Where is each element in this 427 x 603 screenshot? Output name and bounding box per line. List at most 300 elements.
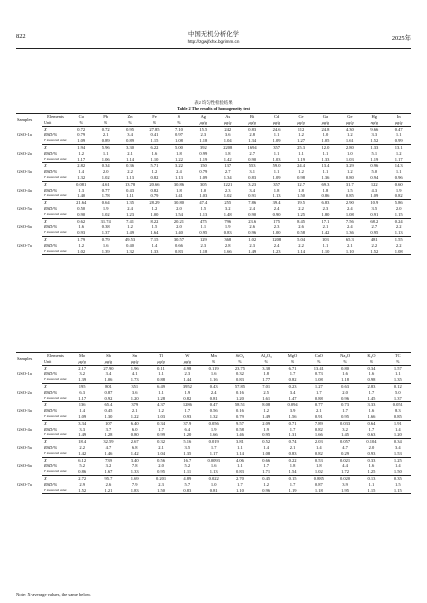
table-cell: 1.28 [148, 396, 174, 402]
table-cell: 2.4 [273, 242, 280, 248]
table-cell: 0.89 [93, 138, 117, 144]
table-cell: 0.90 [240, 212, 264, 218]
table-cell: 0.64 [101, 200, 110, 206]
table-cell: 0.95 [126, 126, 134, 132]
stat-label: X [44, 218, 47, 224]
table-cell: 1.1 [322, 169, 329, 175]
homogeneity-table-part-2 [16, 352, 411, 494]
table-cell: 3.1 [249, 169, 255, 175]
table-cell: 1.7 [342, 408, 348, 414]
element-header: Cd [264, 114, 288, 120]
table-cell: 1.02 [306, 469, 332, 475]
stat-label: F measured value [42, 157, 69, 163]
table-cell: 1.02 [93, 175, 117, 181]
table-cell: 0.83 [216, 230, 240, 236]
table-cell: 1.17 [69, 157, 93, 163]
table-cell: 24.6 [272, 126, 281, 132]
stat-label: F measured value [42, 212, 69, 218]
table-cell: 1694 [247, 144, 257, 150]
table-cell: 0.32 [235, 371, 244, 377]
table-cell: 2.4 [127, 205, 133, 211]
table-cell: 1.49 [118, 230, 142, 236]
table-cell: 1.37 [385, 396, 411, 402]
table-cell: 7.89 [314, 420, 323, 426]
table-cell: 2.3 [184, 371, 191, 377]
table-cell: 1.55 [394, 236, 403, 242]
table-cell: 1.19 [289, 157, 313, 163]
table-cell: 1.08 [306, 377, 332, 383]
table-cell: 379 [131, 402, 139, 408]
table-cell: 1.8 [224, 150, 231, 156]
table-cell: 3.6 [224, 132, 231, 138]
table-cell: 1.49 [240, 249, 264, 255]
table-cell: 4.89 [183, 475, 192, 481]
table-cell: 2.4 [176, 169, 182, 175]
table-cell: 0.95 [332, 414, 358, 420]
table-cell: 2.70 [235, 475, 244, 481]
table-cell: 2.3 [224, 187, 231, 193]
table-cell: 1.10 [313, 249, 337, 255]
unit-cell: μg/g [338, 120, 362, 126]
table-cell: 0.82 [386, 193, 411, 199]
table-cell: 3.2 [79, 371, 85, 377]
stat-label: F measured value [42, 249, 69, 255]
table-cell: 2.6 [249, 224, 255, 230]
table-cell: 1.02 [216, 193, 240, 199]
table-cell: 3.4 [394, 444, 401, 450]
table-cell: 2.1 [316, 408, 322, 414]
table-cell: 1.50 [289, 193, 313, 199]
table-cell: 0.83 [248, 126, 257, 132]
table-cell: 2.3 [158, 481, 164, 487]
table-cell: 0.96 [370, 163, 379, 169]
table-cell: 8.3 [394, 408, 401, 414]
table-cell: 0.36 [126, 163, 134, 169]
table-cell: 0.35 [393, 475, 402, 481]
table-cell: 3.38 [262, 365, 271, 371]
table-cell: 5.0 [394, 389, 401, 395]
table-cell: 2.4 [347, 205, 353, 211]
table-cell: 3.4 [127, 132, 133, 138]
table-cell: 1.2 [78, 150, 85, 156]
table-cell: 0.13 [367, 475, 376, 481]
table-cell: 31.74 [100, 218, 111, 224]
table-cell: 1.69 [130, 475, 139, 481]
table-cell: 13.1 [394, 144, 403, 150]
table-cell: 1.03 [264, 157, 288, 163]
element-header: Ag [191, 114, 215, 120]
table-cell: 3.30 [126, 144, 134, 150]
stat-label: RSD/% [44, 169, 58, 175]
table-cell: 0.23 [288, 383, 297, 389]
table-cell: 0.92 [95, 396, 121, 402]
sample-name: GSO-6a [17, 224, 32, 230]
table-cell: 1.10 [227, 488, 253, 494]
samples-header: Samples [16, 114, 42, 127]
table-cell: 242 [224, 126, 232, 132]
table-cell: 1286 [182, 402, 192, 408]
table-cell: 4.4 [342, 463, 348, 469]
table-cell: 0.34 [157, 420, 165, 426]
element-header: Ce [289, 114, 313, 120]
stat-label: X [44, 200, 47, 206]
stat-label: RSD/% [44, 481, 58, 487]
table-cell: 0.85 [385, 414, 411, 420]
table-cell: 1.03 [148, 414, 174, 420]
table-cell: 0.71 [288, 420, 297, 426]
table-cell: 0.88 [306, 396, 332, 402]
table-cell: 4.7 [342, 444, 348, 450]
unit-cell: μg/g [191, 120, 215, 126]
table-cell: 1.35 [126, 200, 134, 206]
table-cell: 1.57 [393, 365, 402, 371]
table-cell: 1.2 [78, 242, 85, 248]
table-cell: 1.32 [69, 175, 93, 181]
table-cell: 10.9 [370, 200, 379, 206]
table-cell: 21.64 [76, 200, 87, 206]
table-cell: 2.8 [249, 132, 255, 138]
table-cell: 1.48 [216, 212, 240, 218]
table-cell: 1.42 [216, 157, 240, 163]
table-cell: 1.09 [264, 175, 288, 181]
element-header: Bi [240, 114, 264, 120]
table-cell: 2.3 [200, 242, 207, 248]
stat-label: RSD/% [44, 132, 58, 138]
unit-cell: % [167, 120, 191, 126]
sample-name: GSO-5a [17, 444, 32, 450]
table-cell: 1.6 [342, 371, 348, 377]
stat-label: X [44, 365, 47, 371]
table-cell: 1.1 [158, 389, 164, 395]
table-cell: 0.051 [392, 402, 403, 408]
table-cell: 1.9 [210, 426, 217, 432]
table-cell: 1.5 [347, 187, 353, 193]
table-cell: 12.0 [321, 144, 330, 150]
table-cell: 1.40 [167, 230, 191, 236]
element-header: Al₂O₃ [253, 353, 279, 359]
table-cell: 17.1 [321, 218, 330, 224]
table-cell: 0.83 [279, 451, 305, 457]
table-cell: 1.47 [279, 396, 305, 402]
unit-cell: ng/g [362, 120, 386, 126]
table-cell: 0.73 [341, 402, 350, 408]
table-cell: 1.09 [362, 193, 386, 199]
table-cell: 1.8 [298, 187, 304, 193]
unit-header: Unit [42, 120, 69, 126]
unit-cell: μg/g [95, 359, 121, 365]
table-cell: 1.2 [395, 150, 402, 156]
table-cell: 1.1 [298, 150, 304, 156]
table-cell: 1.02 [69, 249, 93, 255]
table-cell: 1.8 [263, 371, 270, 377]
element-header: S [167, 114, 191, 120]
table-cell: 137 [224, 163, 232, 169]
table-cell: 0.64 [367, 420, 376, 426]
table-cell: 57.85 [234, 383, 245, 389]
table-cell: 0.11 [157, 365, 165, 371]
table-cell: 0.96 [240, 230, 264, 236]
table-cell: 1.0 [347, 150, 353, 156]
table-cell: 1.61 [253, 396, 279, 402]
table-cell: 1.45 [358, 396, 384, 402]
table-cell: 7.8 [131, 463, 138, 469]
table-cell: 2.2 [127, 169, 133, 175]
table-cell: 481 [370, 236, 378, 242]
table-cell: 1.79 [77, 236, 86, 242]
table-cell: 1.7 [158, 426, 164, 432]
table-cell: 2.3 [200, 132, 207, 138]
table-cell: 1.4 [78, 169, 85, 175]
table-cell: 1.11 [118, 193, 142, 199]
sample-name: GSO-4a [17, 187, 32, 193]
table-cell: 4.3 [371, 187, 378, 193]
table-cell: 5.96 [101, 144, 110, 150]
table-cell: 1.23 [118, 212, 142, 218]
table-cell: 1.2 [263, 481, 270, 487]
table-cell: 0.95 [191, 230, 215, 236]
element-header: K₂O [358, 353, 384, 359]
table-cell: 1.0 [210, 481, 217, 487]
stat-label: RSD/% [44, 389, 58, 395]
table-cell: 5.0 [371, 169, 378, 175]
table-cell: 1.96 [130, 365, 139, 371]
table-cell: 1.52 [69, 488, 95, 494]
table-cell: 0.58 [235, 426, 244, 432]
table-cell: 8.22 [150, 218, 159, 224]
table-cell: 1.66 [200, 432, 226, 438]
table-cell: 0.119 [208, 365, 219, 371]
table-cell: 1.6 [210, 463, 217, 469]
table-cell: 1.78 [93, 193, 117, 199]
sample-name: GSO-3a [17, 169, 32, 175]
table-cell: 23.75 [234, 365, 245, 371]
table-cell: 2.1 [102, 132, 109, 138]
table-cell: 0.47 [209, 402, 218, 408]
journal-title-block [0, 32, 427, 45]
table-cell: 0.98 [289, 175, 313, 181]
table-cell: 1.91 [393, 420, 402, 426]
table-cell: 1.1 [102, 150, 109, 156]
table-cell: 1.25 [393, 457, 402, 463]
table-row [16, 249, 411, 255]
table-cell: 13.78 [124, 181, 136, 187]
element-header: Tl [148, 353, 174, 359]
table-cell: 1.13 [386, 230, 411, 236]
table-cell: 0.73 [314, 371, 323, 377]
table-cell: 1.7 [289, 481, 296, 487]
table-cell: 1.6 [368, 408, 375, 414]
table-cell: 1.0 [322, 132, 329, 138]
table-cell: 3.6 [131, 389, 138, 395]
table-cell: 1.33 [122, 469, 148, 475]
table-cell: 1.05 [313, 138, 337, 144]
table-cell: 0.41 [150, 132, 159, 138]
table-cell: 107 [105, 420, 112, 426]
table-cell: 27.85 [149, 126, 160, 132]
table-cell: 0.22 [288, 457, 297, 463]
table-cell: 0.43 [126, 187, 134, 193]
element-header: Pb [93, 114, 117, 120]
table-cell: 1.25 [289, 212, 313, 218]
table-cell: 0.29 [332, 451, 358, 457]
table-cell: 3.7 [105, 426, 112, 432]
table-cell: 1.61 [338, 138, 362, 144]
table-cell: 1.42 [313, 230, 337, 236]
table-cell: 1.2 [298, 132, 304, 138]
element-header: SiO₂ [227, 353, 253, 359]
table-cell: 2.0 [158, 463, 164, 469]
table-cell: 7.9 [131, 481, 138, 487]
table-cell: 1.52 [362, 138, 386, 144]
table-cell: 1.19 [279, 488, 305, 494]
table-cell: 0.96 [386, 175, 411, 181]
table-cell: 58.51 [234, 402, 245, 408]
table-cell: 0.89 [118, 138, 142, 144]
table-cell: 1.18 [191, 138, 215, 144]
table-cell: 0.34 [393, 439, 402, 445]
table-cell: 1.7 [316, 389, 322, 395]
table-cell: 4.98 [183, 365, 192, 371]
table-cell: 9.66 [370, 126, 379, 132]
table-cell: 1.4 [151, 242, 158, 248]
table-cell: 351 [131, 383, 139, 389]
table-cell: 0.38 [101, 224, 110, 230]
header-rule [16, 48, 411, 49]
stat-label: F measured value [42, 451, 69, 457]
table-cell: 1.08 [167, 138, 191, 144]
table-cell: 30.57 [173, 236, 184, 242]
table-cell: 1.14 [227, 451, 253, 457]
table-cell: 6.22 [150, 144, 159, 150]
table-cell: 0.021 [340, 457, 351, 463]
table-cell: 1.32 [200, 414, 226, 420]
table-cell: 1.2 [298, 169, 304, 175]
table-cell: 30.86 [173, 181, 184, 187]
table-cell: 1.14 [289, 249, 313, 255]
table-cell: 1.35 [174, 451, 200, 457]
table-cell: 0.056 [208, 420, 219, 426]
stat-label: F measured value [42, 396, 69, 402]
unit-cell: μg/g [289, 120, 313, 126]
table-cell: 3.2 [105, 463, 112, 469]
element-header: Sn [122, 353, 148, 359]
stat-label: RSD/% [44, 205, 58, 211]
table-cell: 1.15 [385, 488, 411, 494]
table-cell: 1.6 [210, 371, 217, 377]
table-cell: 1.13 [191, 212, 215, 218]
table-cell: 0.82 [142, 175, 166, 181]
table-cell: 1.17 [386, 157, 411, 163]
table-cell: 1.6 [151, 150, 158, 156]
table-cell: 1.39 [93, 249, 117, 255]
table-cell: 1.2 [151, 205, 158, 211]
table-cell: 59.0 [272, 163, 281, 169]
table-cell: 1.35 [385, 377, 411, 383]
table-cell: 69.3 [321, 181, 330, 187]
table-cell: 0.99 [148, 432, 174, 438]
table-cell: 3952 [182, 383, 192, 389]
table-cell: 5.2 [184, 463, 191, 469]
table-cell: 1.8 [176, 150, 182, 156]
stat-label: F measured value [42, 488, 69, 494]
table-cell: 1.25 [358, 469, 384, 475]
table-cell: 7.56 [345, 218, 354, 224]
table-cell: 0.97 [174, 132, 183, 138]
table-cell: 175 [273, 218, 280, 224]
stat-label: F measured value [42, 414, 69, 420]
table-cell: 1.08 [338, 212, 362, 218]
table-cell: 553 [248, 163, 256, 169]
table-cell: 2.1 [158, 444, 164, 450]
table-cell: 1.50 [385, 469, 411, 475]
table-cell: 2.2 [79, 444, 85, 450]
table-cell: 2.2 [298, 242, 304, 248]
table-cell: 0.93 [358, 451, 384, 457]
table-cell: 13.4 [321, 163, 330, 169]
table-cell: 3.22 [174, 163, 183, 169]
table-cell: 392 [199, 144, 207, 150]
elements-header: Elements [42, 353, 69, 359]
table-cell: 0.77 [314, 402, 323, 408]
table-cell: 4.1 [131, 371, 138, 377]
table-cell: 6.71 [288, 365, 297, 371]
table-cell: 1.15 [142, 138, 166, 144]
table-cell: 1.21 [95, 488, 121, 494]
table-cell: 1.42 [69, 451, 95, 457]
table-cell: 195 [78, 383, 86, 389]
table-cell: 1.20 [385, 432, 411, 438]
table-cell: 0.82 [279, 377, 305, 383]
element-header: Sb [95, 353, 121, 359]
stat-label: RSD/% [44, 242, 58, 248]
table-cell: 0.80 [338, 175, 362, 181]
table-cell: 18.4 [78, 439, 87, 445]
table-row [16, 488, 411, 494]
element-header: Mo [69, 353, 95, 359]
table-cell: 13.41 [313, 365, 324, 371]
table-cell: 0.85 [338, 193, 362, 199]
table-cell: 5.16 [183, 439, 192, 445]
table-cell: 1208 [272, 236, 282, 242]
table-cell: 0.79 [77, 132, 86, 138]
table-cell: 1.36 [313, 175, 337, 181]
table-cell: 1.7 [368, 389, 375, 395]
table-cell: 1.5 [394, 481, 401, 487]
table-cell: 368 [224, 236, 232, 242]
table-cell: 1.37 [93, 230, 117, 236]
stat-label: X [44, 402, 47, 408]
table-cell: 6.3 [79, 389, 85, 395]
table-cell: 1.33 [313, 157, 337, 163]
unit-cell: % [69, 120, 93, 126]
table-cell: 1.45 [332, 432, 358, 438]
table-cell: 1.77 [253, 377, 279, 383]
table-caption-en: Table 2 The results of homogeneity test [177, 106, 250, 111]
table-cell: 2.09 [262, 420, 271, 426]
unit-cell: % [332, 359, 358, 365]
sample-name: GSO-2a [17, 389, 32, 395]
table-cell: 0.80 [122, 432, 148, 438]
table-cell: 1.54 [279, 469, 305, 475]
element-header: MgO [279, 353, 305, 359]
table-cell: 1.19 [362, 157, 386, 163]
table-cell: 2.7 [371, 224, 378, 230]
table-cell: 1.7 [289, 371, 296, 377]
unit-cell: % [253, 359, 279, 365]
table-cell: 3.5 [184, 444, 191, 450]
table-cell: 1.49 [69, 432, 95, 438]
table-cell: 357 [273, 144, 280, 150]
